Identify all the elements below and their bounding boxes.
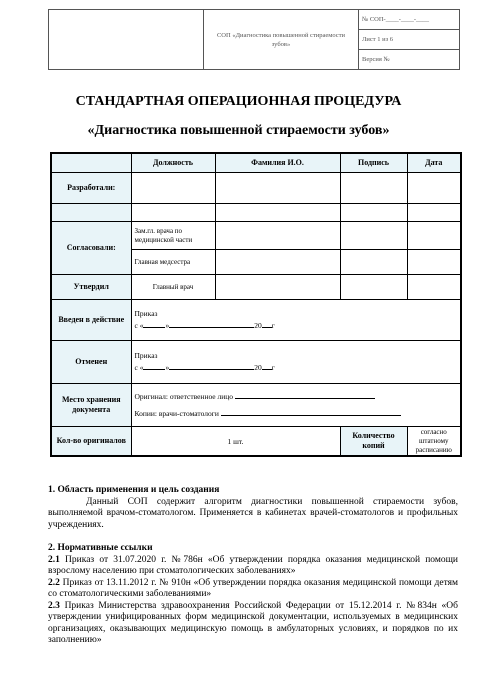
cell-empty: [340, 275, 407, 300]
cell-empty: [407, 203, 461, 221]
copies-line: [135, 408, 458, 419]
reference-number: 2.1: [48, 554, 60, 565]
storage-cell: [131, 384, 461, 427]
reference-text: Приказ от 13.11.2012 г. № 910н «Об утверждении порядка оказания медицинской помощи детям со стоматологическими заболеваниями»: [48, 577, 458, 599]
cell-empty: [131, 172, 215, 203]
section-2-title: 2. Нормативные ссылки: [48, 543, 153, 553]
reference-text: Приказ от 31.07.2020 г. №786н «Об утверждении порядка оказания медицинской помощи взрослому населению при стоматологических заболеваниях»: [48, 554, 459, 576]
section-1-title: 1. Область применения и цель создания: [48, 485, 220, 495]
order-label: Приказ: [134, 309, 158, 319]
row-developed: Разработали:: [51, 172, 131, 203]
original-blank: [235, 391, 375, 399]
cell-empty: [407, 275, 461, 300]
copies-value: согласно штатному расписанию: [407, 427, 461, 456]
year-blank: [262, 320, 272, 328]
col-signature: Подпись: [340, 153, 407, 172]
date-prefix: с «: [134, 321, 144, 331]
cell-empty: [340, 222, 407, 250]
date-prefix: с «: [134, 363, 144, 373]
month-blank: [169, 362, 254, 370]
agreed-position-1: Зам.гл. врача по медицинской части: [131, 222, 215, 250]
header-sheet: Лист 1 из 6: [359, 30, 460, 50]
header-version: Версия №: [359, 50, 460, 70]
row-approved: Утвердил: [51, 275, 131, 300]
document-title: СТАНДАРТНАЯ ОПЕРАЦИОННАЯ ПРОЦЕДУРА: [75, 94, 402, 109]
approval-table: [50, 152, 462, 457]
cell-empty: [215, 203, 340, 221]
cancelled-order-cell: [131, 341, 461, 384]
reference-text: Приказ Министерства здравоохранения Российской Федерации от 15.12.2014 г. №834н «Об утверждении унифицированных форм медицинской документации, используемых в медицинских организациях, оказывающих медицинскую помощь в амбулаторных условиях, и порядков по их заполнению»: [48, 600, 458, 645]
cell-empty: [215, 172, 340, 203]
reference-2-3: [48, 601, 458, 647]
year-blank: [262, 362, 272, 370]
cell-empty: [340, 203, 407, 221]
col-date: Дата: [407, 153, 461, 172]
table-corner-cell: [51, 153, 131, 172]
header-sop-name: СОП «Диагностика повышенной стираемости зубов»: [204, 10, 359, 70]
agreed-position-2: Главная медсестра: [131, 249, 215, 275]
order-date-line: [135, 320, 458, 331]
document-body: [48, 485, 458, 647]
year-suffix: г: [271, 363, 275, 373]
original-line: [135, 391, 458, 402]
year-suffix: г: [271, 321, 275, 331]
day-blank: [143, 320, 165, 328]
reference-2-1: [48, 555, 458, 578]
copies-blank: [221, 408, 401, 416]
document-subtitle: «Диагностика повышенной стираемости зубов»: [87, 123, 390, 138]
col-name: Фамилия И.О.: [215, 153, 340, 172]
order-label: Приказ: [134, 351, 158, 361]
reference-number: 2.3: [48, 600, 60, 611]
row-storage: Место хранения документа: [51, 384, 131, 427]
cell-empty: [215, 275, 340, 300]
document-header: [48, 9, 460, 70]
year-prefix: 20: [254, 363, 262, 373]
copies-count-label: Количество копий: [340, 427, 407, 456]
quote-close: »: [165, 363, 170, 373]
row-originals-count: Кол-во оригиналов: [51, 427, 131, 456]
order-date-line: [135, 362, 458, 373]
cell-empty: [340, 249, 407, 275]
cell-empty: [51, 203, 131, 221]
col-position: Должность: [131, 153, 215, 172]
year-prefix: 20: [254, 321, 262, 331]
cell-empty: [407, 222, 461, 250]
original-label: Оригинал: ответственное лицо: [134, 392, 234, 402]
reference-number: 2.2: [48, 577, 60, 588]
cell-empty: [407, 172, 461, 203]
cell-empty: [407, 249, 461, 275]
approved-position: Главный врач: [131, 275, 215, 300]
cell-empty: [215, 222, 340, 250]
header-sop-number: № СОП-____-____-____: [359, 10, 460, 30]
cell-empty: [131, 203, 215, 221]
reference-2-2: [48, 578, 458, 601]
cell-empty: [215, 249, 340, 275]
header-blank-cell: [49, 10, 204, 70]
month-blank: [169, 320, 254, 328]
section-1-text: Данный СОП содержит алгоритм диагностики повышенной стираемости зубов, выполняемой врачом-стоматологом. Применяется в кабинетах врачей-стоматологов и профильных учреждениях.: [48, 496, 458, 530]
cell-empty: [340, 172, 407, 203]
row-agreed: Согласовали:: [51, 222, 131, 275]
day-blank: [143, 362, 165, 370]
copies-label: Копии: врачи-стоматологи: [134, 409, 219, 419]
introduced-order-cell: [131, 300, 461, 341]
row-cancelled: Отменен: [51, 341, 131, 384]
row-introduced: Введен в действие: [51, 300, 131, 341]
quote-close: »: [165, 321, 170, 331]
originals-value: 1 шт.: [131, 427, 340, 456]
